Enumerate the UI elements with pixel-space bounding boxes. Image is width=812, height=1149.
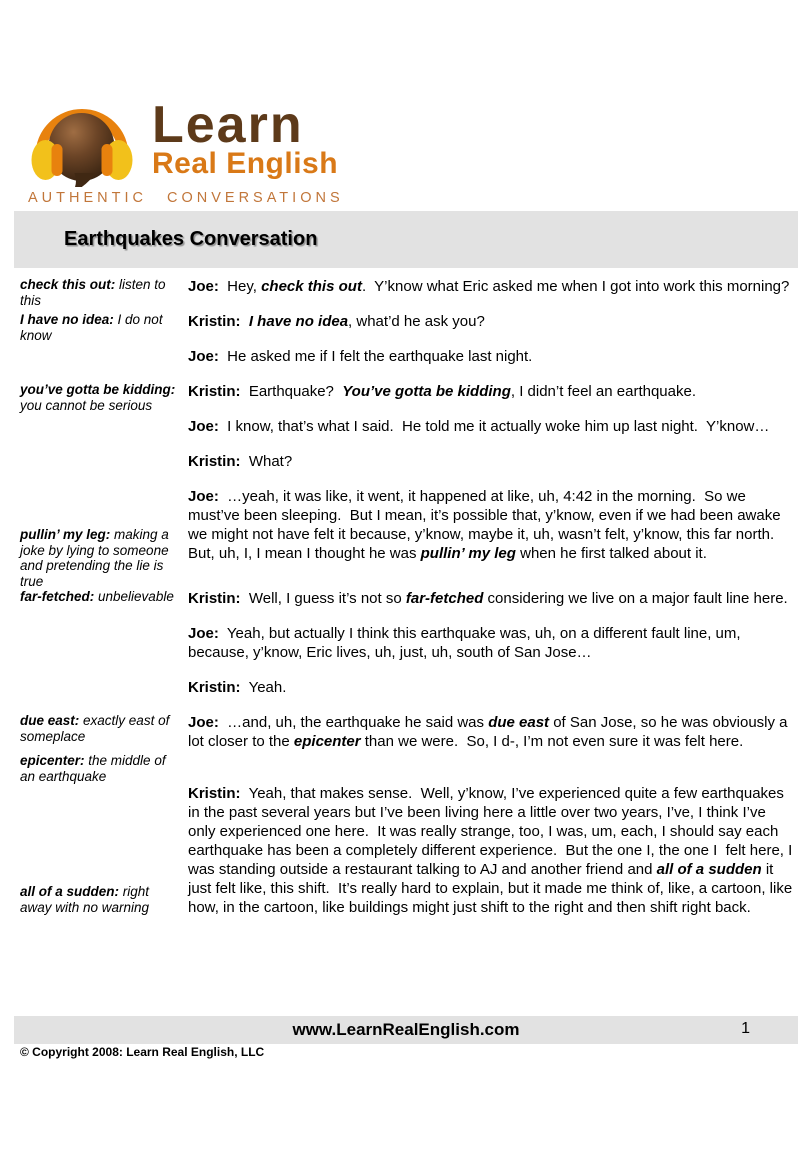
logo-real-english-text: Real English — [152, 147, 339, 180]
vocab-term: you’ve gotta be kidding: — [20, 382, 176, 397]
highlighted-phrase: I have no idea — [248, 313, 349, 330]
vocab-definition: exactly east of someplace — [20, 713, 170, 744]
dialogue-text: Earthquake? — [240, 383, 343, 400]
speaker-label: Kristin: — [188, 590, 241, 607]
speaker-label: Joe: — [188, 278, 219, 295]
vocab-cell — [20, 452, 188, 487]
vocab-definition: the middle of an earthquake — [20, 753, 166, 784]
dialogue-text — [241, 313, 249, 330]
vocab-cell — [20, 277, 188, 312]
vocab-term: check this out: — [20, 277, 116, 292]
highlighted-phrase: due east — [488, 714, 550, 731]
dialogue-cell — [188, 452, 795, 487]
dialogue-line — [188, 624, 795, 662]
vocab-entry — [20, 312, 176, 343]
vocab-term: pullin’ my leg: — [20, 527, 111, 542]
dialogue-text: when he first talked about it. — [515, 545, 707, 562]
vocab-term: I have no idea: — [20, 312, 114, 327]
vocab-definition: right away with no warning — [20, 884, 150, 915]
dialogue-line — [188, 589, 795, 608]
dialogue-text: …and, uh, the earthquake he said was — [218, 714, 489, 731]
headphones-speech-bubble-icon — [28, 101, 136, 187]
dialogue-cell — [188, 784, 795, 933]
footer-bar — [14, 1016, 798, 1044]
dialogue-cell — [188, 589, 795, 624]
vocab-cell — [20, 589, 188, 624]
dialogue-text: Yeah. — [240, 679, 287, 696]
dialogue-text: …yeah, it was like, it went, it happened at like, uh, 4:42 in the morning. So we must’ve been sleeping. But I mean, it’s possible that, y’know, even if we had been awake we might not have felt it because, y’know, maybe it, uh, wasn’t felt, y’know, this far north. But, uh, I, I mean I thought he was — [188, 488, 785, 562]
vocab-definition: I do not know — [20, 312, 163, 343]
dialogue-text: Yeah, that makes sense. Well, y’know, I’ve experienced quite a few earthquakes in the past several years but I’ve been living here a little over two years, I’ve, I think I’ve only experienced one here. It was really strange, too, I was, um, each, I should say each earthquake has been a completely different experience. But the one I, the one I felt here, I was standing outside a restaurant talking to AJ and another friend and — [188, 785, 797, 878]
dialogue-line — [188, 713, 795, 751]
vocab-term: all of a sudden: — [20, 884, 120, 899]
vocab-entry — [20, 589, 176, 605]
vocab-cell — [20, 417, 188, 452]
speaker-label: Joe: — [188, 488, 219, 505]
dialogue-line — [188, 312, 795, 331]
dialogue-text: , what’d he ask you? — [348, 313, 485, 330]
dialogue-cell — [188, 624, 795, 678]
dialogue-cell — [188, 678, 795, 713]
dialogue-line — [188, 487, 795, 563]
dialogue-line — [188, 277, 795, 296]
copyright-notice: © Copyright 2008: Learn Real English, LLC — [20, 1045, 265, 1059]
dialogue-cell — [188, 713, 795, 784]
dialogue-line — [188, 452, 795, 471]
dialogue-text: Well, I guess it’s not so — [240, 590, 406, 607]
vocab-definition: unbelievable — [94, 589, 174, 604]
vocab-definition: making a joke by lying to someone and pretending the lie is true — [20, 527, 169, 589]
speaker-label: Joe: — [188, 625, 219, 642]
speaker-label: Joe: — [188, 714, 219, 731]
dialogue-cell — [188, 277, 795, 312]
dialogue-text: of San Jose, so he was obviously a lot closer to the — [188, 714, 792, 750]
dialogue-cell — [188, 312, 795, 347]
dialogue-text: Yeah, but actually I think this earthquake was, uh, on a different fault line, um, because, y’know, Eric lives, uh, just, uh, south of San Jose… — [188, 625, 745, 661]
dialogue-cell — [188, 382, 795, 417]
vocab-entry — [20, 713, 176, 744]
page-number: 1 — [741, 1020, 750, 1037]
vocab-cell — [20, 312, 188, 347]
logo-wordmark — [152, 96, 339, 180]
dialogue-text: , I didn’t feel an earthquake. — [510, 383, 696, 400]
highlighted-phrase: far-fetched — [405, 590, 484, 607]
logo-learn-text: Learn — [152, 96, 304, 154]
highlighted-phrase: You’ve gotta be kidding — [342, 383, 511, 400]
speaker-label: Kristin: — [188, 383, 241, 400]
vocab-entry — [20, 277, 176, 308]
dialogue-text: . Y’know what Eric asked me when I got into work this morning? — [361, 278, 790, 295]
vocab-cell — [20, 347, 188, 382]
vocab-cell — [20, 784, 188, 933]
dialogue-text: He asked me if I felt the earthquake last night. — [218, 348, 533, 365]
vocab-cell — [20, 382, 188, 417]
dialogue-text: it just felt like, this shift. It’s really hard to explain, but it made me think of, like, a cartoon, like how, in the cartoon, like buildings might just shift to the right and then shift right back. — [188, 861, 797, 916]
speaker-label: Kristin: — [188, 679, 241, 696]
highlighted-phrase: all of a sudden — [656, 861, 762, 878]
vocab-entry — [20, 487, 176, 589]
website-url: www.LearnRealEnglish.com — [292, 1020, 520, 1039]
conversation-transcript — [20, 277, 795, 933]
vocab-entry — [20, 753, 176, 784]
speaker-label: Joe: — [188, 348, 219, 365]
vocab-term: epicenter: — [20, 753, 85, 768]
vocab-cell — [20, 713, 188, 784]
document-title-bar — [14, 211, 798, 268]
vocab-term: far-fetched: — [20, 589, 95, 604]
speaker-label: Kristin: — [188, 313, 241, 330]
dialogue-text: I know, that’s what I said. He told me it actually woke him up last night. Y’know… — [218, 418, 770, 435]
speaker-label: Kristin: — [188, 785, 241, 802]
vocab-cell — [20, 487, 188, 589]
highlighted-phrase: check this out — [261, 278, 362, 295]
dialogue-text: than we were. So, I d-, I’m not even sure it was felt here. — [360, 733, 744, 750]
dialogue-line — [188, 347, 795, 366]
highlighted-phrase: epicenter — [293, 733, 361, 750]
logo-tagline: AUTHENTIC CONVERSATIONS — [28, 190, 344, 206]
dialogue-line — [188, 784, 795, 917]
dialogue-cell — [188, 417, 795, 452]
vocab-term: due east: — [20, 713, 80, 728]
vocab-definition: listen to this — [20, 277, 166, 308]
vocab-entry — [20, 382, 176, 413]
vocab-definition: you cannot be serious — [20, 397, 153, 413]
highlighted-phrase: pullin’ my leg — [420, 545, 516, 562]
dialogue-line — [188, 678, 795, 697]
dialogue-text: Hey, — [218, 278, 262, 295]
dialogue-text: What? — [240, 453, 293, 470]
vocab-entry — [20, 784, 176, 915]
speaker-label: Kristin: — [188, 453, 241, 470]
dialogue-line — [188, 417, 795, 436]
learn-real-english-logo — [28, 96, 358, 206]
dialogue-text: considering we live on a major fault line here. — [483, 590, 788, 607]
vocab-cell — [20, 624, 188, 678]
dialogue-line — [188, 382, 795, 401]
dialogue-cell — [188, 347, 795, 382]
page-title: Earthquakes Conversation — [64, 228, 318, 250]
speaker-label: Joe: — [188, 418, 219, 435]
vocab-cell — [20, 678, 188, 713]
dialogue-cell — [188, 487, 795, 589]
